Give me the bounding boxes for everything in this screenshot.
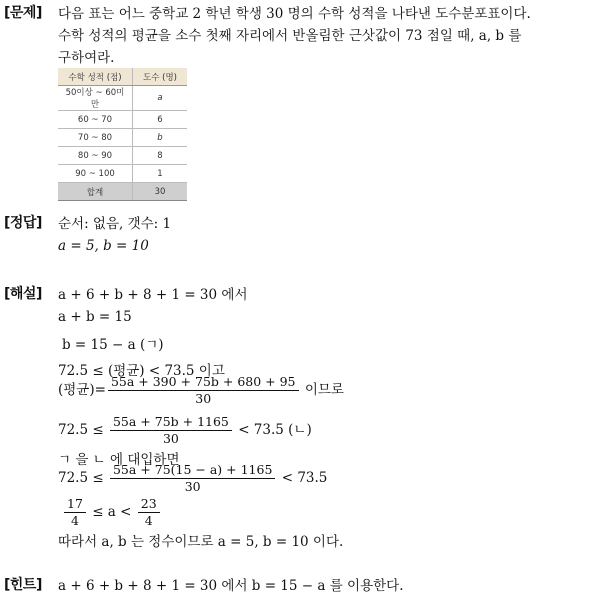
answer-label: [정답] bbox=[4, 215, 42, 231]
problem-text-line-2: 수학 성적의 평균을 소수 첫째 자리에서 반올림한 근삿값이 73 점일 때, a, b 를 bbox=[58, 28, 522, 44]
solution-line-10: 따라서 a, b 는 정수이므로 a = 5, b = 10 이다. bbox=[58, 534, 344, 550]
fraction-denominator: 4 bbox=[144, 513, 153, 528]
table-row bbox=[58, 147, 187, 165]
fraction-numerator: 55a + 390 + 75b + 680 + 95 bbox=[108, 374, 299, 391]
solution-label: [해설] bbox=[4, 286, 42, 302]
solution-line-8 bbox=[58, 462, 327, 495]
table-total-row bbox=[58, 183, 187, 201]
upper-bound-fraction bbox=[138, 496, 160, 529]
fraction-numerator: 17 bbox=[64, 496, 86, 513]
fraction-numerator: 55a + 75b + 1165 bbox=[110, 414, 232, 431]
table-cell-count: 1 bbox=[133, 165, 188, 183]
answer-line-2: a = 5, b = 10 bbox=[58, 238, 149, 254]
fraction-denominator: 4 bbox=[70, 513, 79, 528]
table-row bbox=[58, 111, 187, 129]
table-cell-range: 90 ~ 100 bbox=[58, 165, 133, 183]
table-total-value: 30 bbox=[133, 183, 188, 201]
table-cell-range: 50이상 ~ 60미만 bbox=[58, 86, 133, 111]
table-cell-range: 70 ~ 80 bbox=[58, 129, 133, 147]
table-cell-range: 80 ~ 90 bbox=[58, 147, 133, 165]
fraction-denominator: 30 bbox=[162, 431, 179, 446]
table-row bbox=[58, 165, 187, 183]
inequality-fraction bbox=[110, 462, 275, 495]
solution-text: 이므로 bbox=[304, 382, 344, 398]
table-cell-count: 8 bbox=[133, 147, 188, 165]
answer-line-1: 순서: 없음, 갯수: 1 bbox=[58, 216, 172, 232]
problem-text-line-3: 구하여라. bbox=[58, 50, 115, 66]
inequality-left: 72.5 ≤ bbox=[58, 422, 104, 438]
table-header-count: 도수 (명) bbox=[133, 68, 188, 86]
solution-line-2: a + b = 15 bbox=[58, 309, 132, 325]
table-cell-count: a bbox=[133, 86, 188, 111]
solution-line-9 bbox=[62, 496, 162, 529]
mean-label: (평균)= bbox=[58, 382, 106, 398]
inequality-middle: ≤ a < bbox=[92, 504, 132, 520]
fraction-numerator: 55a + 75(15 − a) + 1165 bbox=[110, 462, 275, 479]
solution-line-7: ㄱ 을 ㄴ 에 대입하면 bbox=[58, 452, 180, 468]
solution-line-5 bbox=[58, 374, 344, 407]
solution-line-1: a + 6 + b + 8 + 1 = 30 에서 bbox=[58, 287, 248, 303]
table-total-label: 합계 bbox=[58, 183, 133, 201]
fraction-denominator: 30 bbox=[184, 479, 201, 494]
table-row bbox=[58, 129, 187, 147]
solution-line-6 bbox=[58, 414, 312, 447]
table-cell-count: 6 bbox=[133, 111, 188, 129]
table-row bbox=[58, 86, 187, 111]
table-cell-range: 60 ~ 70 bbox=[58, 111, 133, 129]
inequality-left: 72.5 ≤ bbox=[58, 470, 104, 486]
inequality-right: < 73.5 bbox=[281, 470, 328, 486]
frequency-table bbox=[58, 68, 187, 201]
fraction-denominator: 30 bbox=[195, 391, 212, 406]
hint-line-1: a + 6 + b + 8 + 1 = 30 에서 b = 15 − a 를 이용한다. bbox=[58, 578, 404, 594]
solution-line-4: 72.5 ≤ (평균) < 73.5 이고 bbox=[58, 363, 225, 379]
table-cell-count: b bbox=[133, 129, 188, 147]
mean-fraction bbox=[108, 374, 299, 407]
inequality-right: < 73.5 (ㄴ) bbox=[238, 422, 312, 438]
hint-label: [힌트] bbox=[4, 577, 42, 593]
problem-text-line-1: 다음 표는 어느 중학교 2 학년 학생 30 명의 수학 성적을 나타낸 도수분포표이다. bbox=[58, 6, 531, 22]
inequality-fraction bbox=[110, 414, 232, 447]
problem-label: [문제] bbox=[4, 5, 42, 21]
lower-bound-fraction bbox=[64, 496, 86, 529]
fraction-numerator: 23 bbox=[138, 496, 160, 513]
solution-line-3: b = 15 − a (ㄱ) bbox=[62, 337, 164, 353]
table-header-score: 수학 성적 (점) bbox=[58, 68, 133, 86]
